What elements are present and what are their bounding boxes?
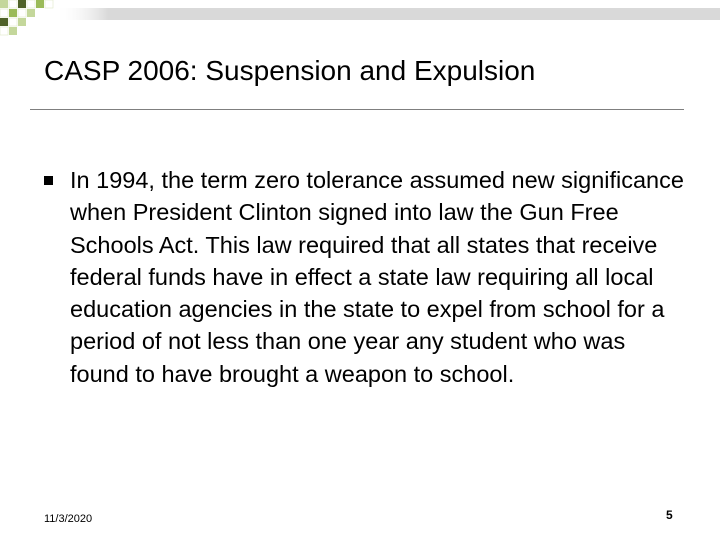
title-divider	[30, 109, 684, 110]
bullet-list	[44, 164, 684, 390]
footer-date: 11/3/2020	[44, 513, 93, 525]
square-bullet-icon	[44, 176, 53, 185]
slide-title: CASP 2006: Suspension and Expulsion	[44, 55, 536, 86]
bullet-text: In 1994, the term zero tolerance assumed new significance when President Clinton signed into law the Gun Free Schools Act. This law required that all states that receive federal funds have in effect a state law requiring all local education agencies in the state to expel from school for a period of not less than one year any student who was found to have brought a weapon to school.	[70, 167, 684, 387]
page-number: 5	[666, 508, 673, 522]
bullet-item	[44, 164, 684, 390]
top-decorative-bar	[0, 0, 720, 22]
